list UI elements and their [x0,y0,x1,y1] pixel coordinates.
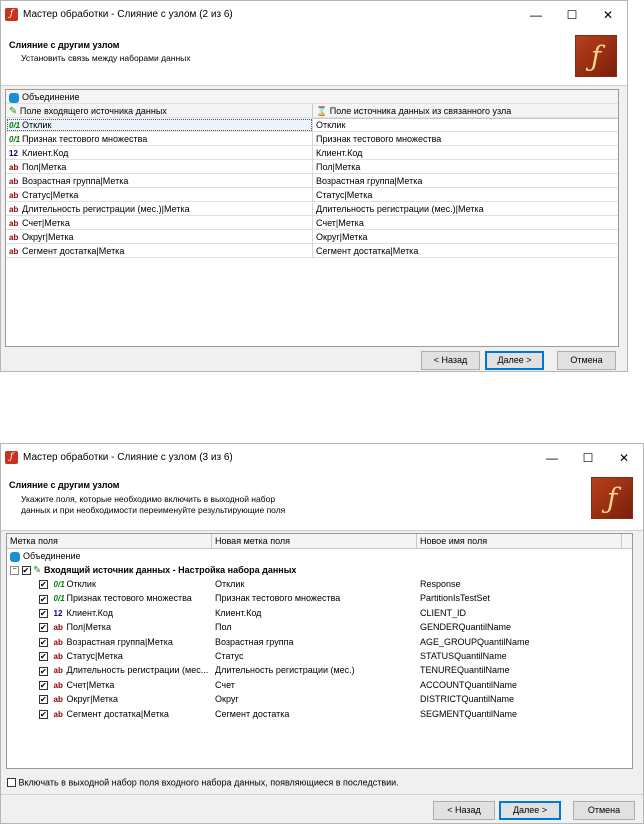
new-label-cell[interactable]: Возрастная группа [215,636,294,647]
linked-node-icon: ⌛ [316,106,328,116]
field-mapping-table [5,89,619,347]
merge-icon [10,552,20,562]
new-label-cell[interactable]: Пол [215,622,232,633]
close-icon[interactable]: ✕ [618,451,630,465]
cancel-button[interactable]: Отмена [557,351,616,370]
maximize-icon[interactable]: ☐ [582,451,594,465]
new-label-cell[interactable]: Клиент.Код [215,607,262,618]
text-type-icon: ab [53,680,63,690]
window-title: Мастер обработки - Слияние с узлом (2 из 6) [23,9,233,20]
source-field-cell[interactable]: ab Возрастная группа|Метка [6,174,313,188]
new-label-cell[interactable]: Длительность регистрации (мес.) [215,665,355,676]
source-field-cell[interactable]: 12 Клиент.Код [6,146,313,160]
next-button[interactable]: Далее > [499,801,561,820]
linked-field-cell[interactable]: Пол|Метка [313,160,618,174]
mapping-row[interactable] [6,160,618,174]
source-label: Входящий источник данных - Настройка набора данных [43,565,297,575]
binary-type-icon: 0/1 [9,121,21,130]
wizard-logo-icon: ƒ [575,35,617,77]
text-type-icon: ab [9,205,19,214]
wizard-header [1,472,643,531]
close-icon[interactable]: ✕ [602,8,614,22]
new-label-cell[interactable]: Отклик [215,579,245,589]
output-field-row[interactable] [7,620,632,634]
app-logo-icon: ƒ [5,451,18,464]
new-label-cell[interactable]: Признак тестового множества [215,593,341,604]
linked-field-cell[interactable]: Счет|Метка [313,216,618,230]
mapping-row[interactable] [6,132,618,146]
source-field-cell[interactable]: 0/1 Признак тестового множества [6,132,313,146]
new-name-cell[interactable]: PartitionIsTestSet [420,593,491,604]
new-label-cell[interactable]: Статус [215,651,244,661]
output-field-row[interactable] [7,591,632,605]
include-field-checkbox[interactable] [39,595,48,604]
title-bar [1,444,643,472]
new-name-cell[interactable]: DISTRICTQuantilName [420,694,515,705]
source-field-cell[interactable]: 0/1 Отклик [6,118,313,132]
new-label-cell[interactable]: Сегмент достатка [215,708,290,719]
app-logo-icon: ƒ [5,8,18,21]
new-label-cell[interactable]: Округ [215,694,239,705]
field-label-cell[interactable]: ✔ ab Длительность регистрации (мес... [7,663,212,677]
text-type-icon: ab [9,247,19,256]
mapping-row[interactable] [6,118,618,132]
text-type-icon: ab [9,163,19,172]
numeric-type-icon: 12 [53,608,63,618]
source-field-cell[interactable]: ab Пол|Метка [6,160,313,174]
field-label-cell[interactable]: ✔ ab Возрастная группа|Метка [7,635,212,649]
collapse-toggle[interactable]: − [10,566,19,575]
linked-field-cell[interactable]: Округ|Метка [313,230,618,244]
text-type-icon: ab [53,695,63,705]
text-type-icon: ab [9,219,19,228]
output-field-row[interactable] [7,635,632,649]
output-field-row[interactable] [7,707,632,721]
mapping-row[interactable] [6,230,618,244]
mapping-row[interactable] [6,188,618,202]
include-new-fields-checkbox[interactable] [7,778,16,787]
new-label-cell[interactable]: Счет [215,679,235,690]
back-button[interactable]: < Назад [421,351,480,370]
field-label-cell[interactable]: ✔ ab Счет|Метка [7,678,212,692]
source-checkbox[interactable] [22,566,31,575]
source-field-cell[interactable]: ab Статус|Метка [6,188,313,202]
linked-field-cell[interactable]: Признак тестового множества [313,132,618,146]
field-label-cell[interactable]: ✔ 0/1 Отклик [7,577,212,591]
group-row [6,90,618,105]
text-type-icon: ab [53,666,63,676]
new-name-cell[interactable]: Response [420,579,461,589]
header-subtitle: Установить связь между наборами данных [21,53,191,63]
group-label: Объединение [22,92,80,102]
include-field-checkbox[interactable] [39,609,48,618]
column-header-row [6,104,618,119]
new-name-cell[interactable]: SEGMENTQuantilName [420,708,518,719]
text-type-icon: ab [53,623,63,633]
column-header-label[interactable]: Метка поля [7,534,212,548]
linked-field-cell[interactable]: Возрастная группа|Метка [313,174,618,188]
binary-type-icon: 0/1 [9,135,21,144]
new-name-cell[interactable]: CLIENT_ID [420,607,467,618]
header-subtitle-line1: Укажите поля, которые необходимо включить в выходной набор [21,494,276,504]
title-bar [1,1,627,29]
header-title: Слияние с другим узлом [9,40,120,50]
new-name-cell[interactable]: ACCOUNTQuantilName [420,679,518,690]
text-type-icon: ab [9,233,19,242]
mapping-row[interactable] [6,216,618,230]
field-label-cell[interactable]: ✔ ab Сегмент достатка|Метка [7,707,212,721]
source-field-cell[interactable]: ab Длительность регистрации (мес.)|Метка [6,202,313,216]
cancel-button[interactable]: Отмена [573,801,635,820]
output-field-row[interactable] [7,692,632,706]
new-name-cell[interactable]: STATUSQuantilName [420,651,507,661]
include-new-fields-option[interactable] [7,777,399,788]
output-fields-tree [6,533,633,769]
column-header-row [7,534,632,549]
back-button[interactable]: < Назад [433,801,495,820]
field-label-cell[interactable]: ✔ ab Округ|Метка [7,692,212,706]
text-type-icon: ab [53,709,63,719]
text-type-icon: ab [53,637,63,647]
source-icon: ✎ [33,565,42,576]
include-field-checkbox[interactable] [39,623,48,632]
source-field-cell[interactable]: ab Сегмент достатка|Метка [6,244,313,258]
include-new-fields-label: Включать в выходной набор поля входного набора данных, появляющиеся в последствии. [18,777,399,788]
source-field-cell[interactable]: ab Счет|Метка [6,216,313,230]
source-row [7,563,632,577]
include-field-checkbox[interactable] [39,580,48,589]
binary-type-icon: 0/1 [53,594,65,604]
new-name-cell[interactable]: GENDERQuantilName [420,622,512,633]
include-field-checkbox[interactable] [39,695,48,704]
mapping-row[interactable] [6,202,618,216]
linked-field-cell[interactable]: Длительность регистрации (мес.)|Метка [313,202,618,216]
wizard-window-step2 [0,0,628,372]
binary-type-icon: 0/1 [53,580,65,589]
linked-field-cell[interactable]: Статус|Метка [313,188,618,202]
text-type-icon: ab [53,652,63,661]
output-field-row[interactable] [7,678,632,692]
field-label-cell[interactable]: ✔ 0/1 Признак тестового множества [7,591,212,605]
output-field-row[interactable] [7,649,632,663]
mapping-row[interactable] [6,244,618,258]
include-field-checkbox[interactable] [39,652,48,661]
wizard-logo-icon: ƒ [591,477,633,519]
mapping-row[interactable] [6,146,618,160]
wizard-window-step3 [0,443,644,824]
footer-divider [1,794,643,795]
output-field-row[interactable] [7,663,632,677]
column-header-right[interactable]: ⌛ Поле источника данных из связанного узла [313,104,618,118]
new-name-cell[interactable]: TENUREQuantilName [420,665,510,676]
numeric-type-icon: 12 [9,149,18,158]
mapping-row[interactable] [6,174,618,188]
group-row: Объединение [7,549,632,563]
maximize-icon[interactable]: ☐ [566,8,578,22]
next-button[interactable]: Далее > [485,351,544,370]
column-header-new-label[interactable]: Новая метка поля [212,534,417,548]
column-header-left[interactable]: ✎ Поле входящего источника данных [6,104,313,118]
linked-field-cell[interactable]: Сегмент достатка|Метка [313,244,618,258]
source-field-cell[interactable]: ab Округ|Метка [6,230,313,244]
output-field-row[interactable] [7,606,632,620]
wizard-header [1,29,627,86]
include-field-checkbox[interactable] [39,667,48,676]
merge-icon [9,93,19,103]
minimize-icon[interactable]: — [546,451,558,465]
window-title: Мастер обработки - Слияние с узлом (3 из 6) [23,452,233,463]
field-label-cell[interactable]: ✔ ab Статус|Метка [7,649,212,663]
output-field-row[interactable] [7,577,632,591]
source-icon: ✎ [9,106,18,117]
linked-field-cell[interactable]: Отклик [313,118,618,132]
include-field-checkbox[interactable] [39,638,48,647]
minimize-icon[interactable]: — [530,8,542,22]
include-field-checkbox[interactable] [39,710,48,719]
column-header-new-name[interactable]: Новое имя поля [417,534,622,548]
linked-field-cell[interactable]: Клиент.Код [313,146,618,160]
include-field-checkbox[interactable] [39,681,48,690]
new-name-cell[interactable]: AGE_GROUPQuantilName [420,636,530,647]
text-type-icon: ab [9,177,19,186]
field-label-cell[interactable]: ✔ 12 Клиент.Код [7,606,212,620]
field-label-cell[interactable]: ✔ ab Пол|Метка [7,620,212,634]
header-subtitle-line2: данных и при необходимости переименуйте результирующие поля [21,505,286,515]
header-title: Слияние с другим узлом [9,480,120,490]
text-type-icon: ab [9,191,19,200]
